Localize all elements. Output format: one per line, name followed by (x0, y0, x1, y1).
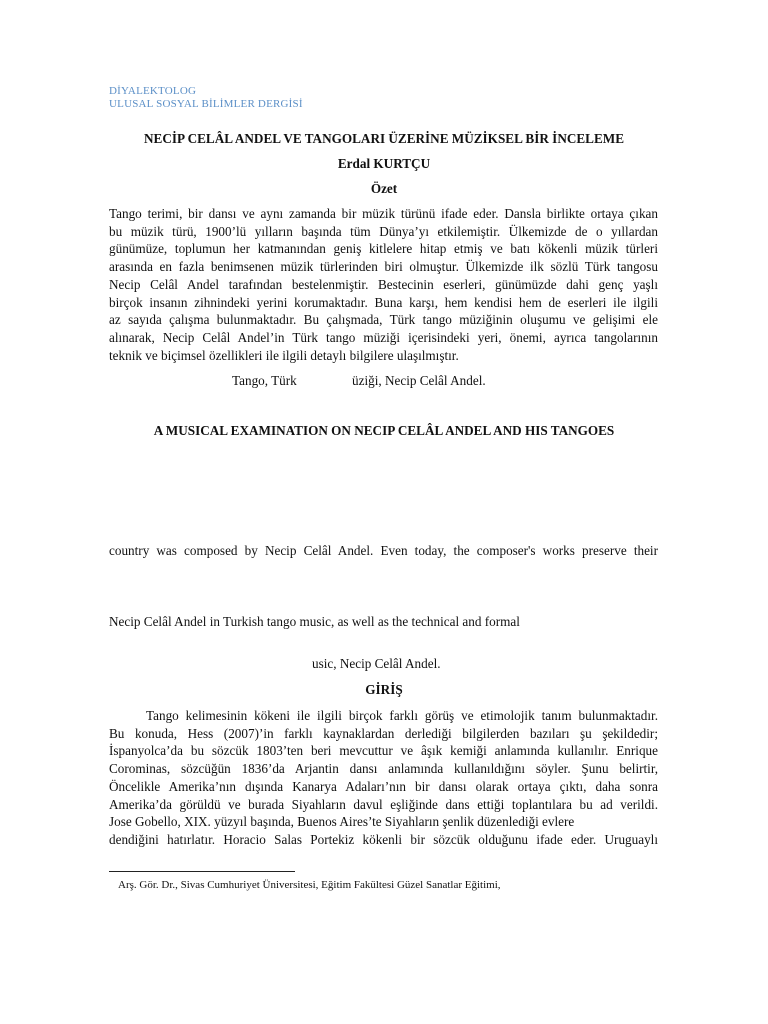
intro-line: Öncelikle Amerika’nın dışında Kanarya Adaları’nın bir dansı olarak ortaya çıktı, daha sonra (109, 778, 658, 794)
abstract-english-line2: Necip Celâl Andel in Turkish tango music, as well as the technical and formal (109, 614, 520, 629)
abstract-line: bu müzik türü, 1900’lü yılların başında tüm Dünya’yı etkilemiştir. Ülkemizde de o yıllardan (109, 223, 658, 239)
footnote-separator (109, 871, 295, 872)
abstract-line: Tango terimi, bir dansı ve aynı zamanda bir müzik türünü ifade eder. Dansla birlikte ortaya çıkan (109, 206, 658, 221)
abstract-line: alınarak, Necip Celâl Andel’in Türk tango müziği içerisindeki yeri, önemi, ayrıca tangolarının (109, 329, 658, 345)
abstract-line: birçok insanın zihnindeki yerini korumaktadır. Buna karşı, hem kendisi hem de eserleri ile ilgili (109, 294, 658, 310)
intro-line: İspanyolca’da bu sözcük 1803’ten beri mevcuttur ve âşık kemiği anlamında kullanılır. Enrique (109, 743, 658, 759)
keywords-turkish-part2: üziği, Necip Celâl Andel. (352, 373, 486, 388)
introduction-heading: GİRİŞ (365, 682, 403, 697)
article-title-english: A MUSICAL EXAMINATION ON NECIP CELÂL ANDEL AND HIS TANGOES (153, 423, 615, 438)
intro-line: Amerika’da görüldü ve burada Siyahların davul eşliğinde dans ettiği toplantılara bu ad verildi. (109, 796, 658, 812)
abstract-line: Necip Celâl Andel tarafından bestelenmiştir. Bestecinin eserleri, günümüzde dahi genç yaşlı (109, 276, 658, 292)
intro-line: Tango kelimesinin kökeni ile ilgili birçok farklı görüş ve etimolojik tanım bulunmaktadır. (146, 708, 658, 723)
intro-line: dendiğini hatırlatır. Horacio Salas Portekiz kökenli bir sözcük olduğunu ifade eder. Uruguaylı (109, 831, 658, 847)
abstract-paragraph (109, 205, 658, 364)
introduction-paragraph (109, 707, 658, 849)
abstract-line: teknik ve biçimsel özellikleri ile ilgili detaylı bilgilere ulaşılmıştır. (109, 347, 459, 363)
abstract-line: az sayıda çalışma bulunmaktadır. Bu çalışmada, Türk tango müziğinin oluşumu ve gelişimi ele (109, 312, 658, 328)
keywords-turkish-part1: Tango, Türk (232, 373, 297, 388)
journal-name-line2: ULUSAL SOSYAL BİLİMLER DERGİSİ (109, 98, 303, 110)
abstract-english-line1: country was composed by Necip Celâl Andel. Even today, the composer's works preserve their (109, 543, 658, 558)
abstract-line: arasında en fazla benimsenen müzik türlerinden biri olmuştur. Ülkemizde ilk sözlü Türk tangosu (109, 259, 658, 275)
keywords-english: usic, Necip Celâl Andel. (312, 656, 441, 671)
intro-line: Jose Gobello, XIX. yüzyıl başında, Buenos Aires’te Siyahların şenlik düzenlediği evlere (109, 814, 575, 830)
journal-name-line1: DİYALEKTOLOG (109, 85, 197, 97)
abstract-line: günümüze, toplumun her katmanından geniş kitlelere hitap etmiş ve batı kökenli müzik türleri (109, 241, 658, 257)
journal-header (109, 85, 303, 111)
author-name: Erdal KURTÇU (337, 156, 431, 171)
intro-line: Bu konuda, Hess (2007)’in farklı kaynaklardan derlediği bilgilerden bazıları şu şekildedir; (109, 725, 658, 741)
abstract-heading: Özet (370, 181, 398, 196)
intro-line: Corominas, sözcüğün 1836’da Arjantin dansı anlamında kullanıldığını söyler. Şunu belirtir, (109, 761, 658, 777)
article-title-turkish: NECİP CELÂL ANDEL VE TANGOLARI ÜZERİNE MÜZİKSEL BİR İNCELEME (144, 131, 624, 146)
footnote-text: Arş. Gör. Dr., Sivas Cumhuriyet Üniversitesi, Eğitim Fakültesi Güzel Sanatlar Eğitimi, (118, 879, 501, 891)
